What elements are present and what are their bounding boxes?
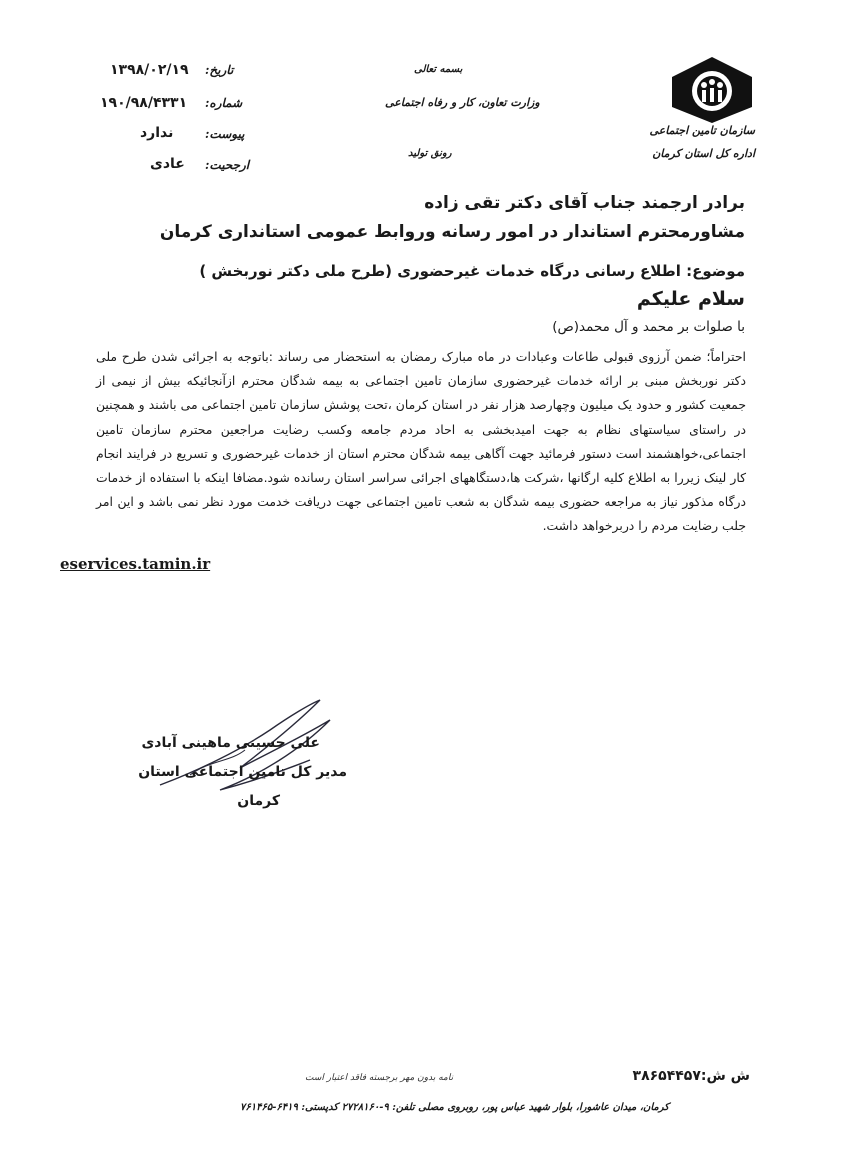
bismillah: بسمه تعالی	[414, 64, 463, 75]
org-office: اداره کل استان کرمان	[652, 147, 755, 160]
date-label: تاریخ:	[205, 63, 234, 77]
ministry-name: وزارت تعاون، کار و رفاه اجتماعی	[385, 96, 540, 109]
footer-note: نامه بدون مهر برجسته فاقد اعتبار است	[305, 1073, 454, 1083]
footer-address: کرمان، میدان عاشورا، بلوار شهید عباس پور، روبروی مصلی تلفن: ۹-۲۷۲۸۱۶۰ کدپستی: ۶۴۱۹-۷۶۱۴۶۵	[240, 1102, 670, 1113]
date-value: ۱۳۹۸/۰۲/۱۹	[110, 62, 189, 78]
tracking-code: ش ش:۳۸۶۵۴۴۵۷	[632, 1068, 750, 1084]
attachment-value: ندارد	[140, 125, 174, 141]
recipient-line-2: مشاورمحترم استاندار در امور رسانه وروابط عمومی استانداری کرمان	[159, 222, 745, 242]
salawat: با صلوات بر محمد و آل محمد(ص)	[552, 319, 745, 335]
greeting: سلام علیکم	[636, 288, 745, 310]
tamin-emblem-icon	[662, 55, 762, 125]
org-name: سازمان تامین اجتماعی	[649, 124, 755, 137]
signatory-city: کرمان	[237, 793, 280, 809]
subject-text: اطلاع رسانی درگاه خدمات غیرحضوری (طرح ملی دکتر نوربخش )	[199, 262, 681, 280]
subject-line	[199, 262, 745, 280]
letter-body: احتراماً؛ ضمن آرزوی قبولی طاعات وعبادات در ماه مبارک رمضان به استحضار می رساند :باتوجه به اجرائی شدن طرح ملی دکتر نوربخش مبنی بر ارائه خدمات غیرحضوری سازمان تامین اجتماعی به بیمه شدگان محترم ازآنجائیکه بیش از نیمی از جمعیت کشور و حدود یک میلیون وچهارصد هزار نفر در استان کرمان ،تحت پوشش سازمان تامین اجتماعی می باشند و همچنین در راستای سیاستهای نظام به جهت امیدبخشی به احاد مردم جامعه وکسب رضایت مراجعین محترم سازمان تامین اجتماعی،خواهشمند است دستور فرمائید جهت آگاهی بیمه شدگان محترم استان از خدمات غیرحضوری و تسریع در فرایند انجام کار لینک زیررا به اطلاع کلیه ارگانها ،شرکت ها،دستگاههای اجرائی سراسر استان رسانده شود.مضافا اینکه با استفاده از خدمات درگاه مذکور نیاز به مراجعه حضوری بیمه شدگان به شعب تامین اجتماعی جهت دریافت خدمت مورد نظر نمی باشد و این امر جلب رضایت مردم را دربرخواهد داشت.	[96, 349, 746, 534]
number-label: شماره:	[205, 96, 243, 110]
priority-label: ارجحیت:	[205, 158, 250, 172]
priority-value: عادی	[150, 156, 185, 172]
signatory-name: علی حسینی ماهینی آبادی	[141, 735, 320, 751]
recipient-line-1: برادر ارجمند جناب آقای دکتر تقی زاده	[424, 193, 745, 213]
subject-label: موضوع:	[686, 262, 745, 280]
eservices-link[interactable]: eservices.tamin.ir	[60, 555, 211, 573]
number-value: ۱۹۰/۹۸/۴۳۳۱	[100, 95, 188, 111]
year-motto: رونق تولید	[408, 148, 452, 159]
signatory-title: مدیر کل تامین اجتماعی استان	[138, 764, 347, 780]
attachment-label: پیوست:	[205, 127, 245, 141]
